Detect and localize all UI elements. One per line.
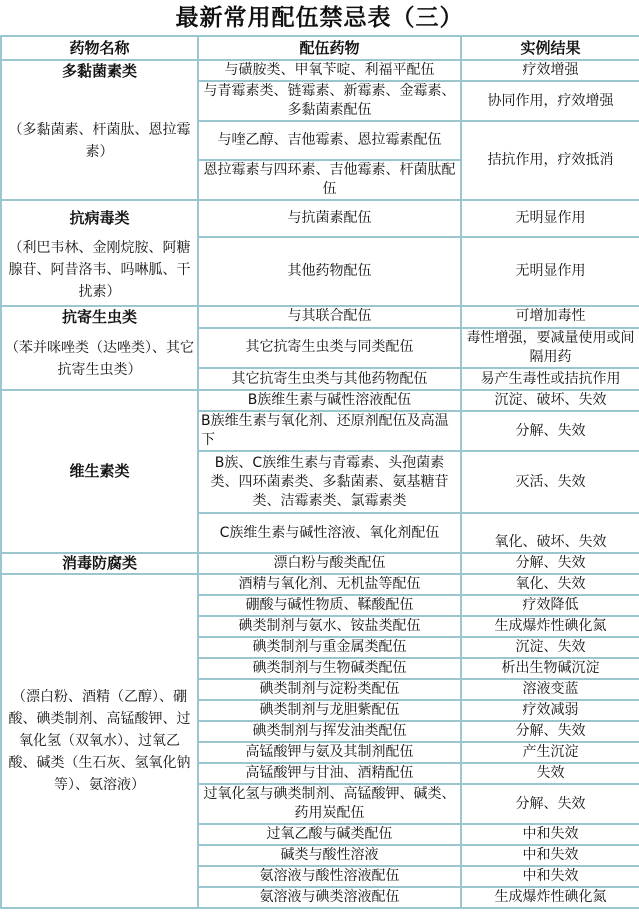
group-cell-vitamin: [1, 390, 198, 553]
table-row: [1, 306, 639, 328]
result-cell: 氧化、失效: [461, 574, 639, 595]
result-cell: 生成爆炸性碘化氮: [461, 616, 639, 637]
result-cell: 氧化、破坏、失效: [461, 513, 639, 553]
result-cell: 可增加毒性: [461, 306, 639, 328]
result-cell: 溶液变蓝: [461, 679, 639, 700]
result-cell: 分解、失效: [461, 721, 639, 742]
combo-cell: 氨溶液与碘类溶液配伍: [198, 887, 461, 908]
combo-cell: 与其联合配伍: [198, 306, 461, 328]
table-row: [1, 60, 639, 81]
result-cell: 分解、失效: [461, 553, 639, 574]
result-cell: 疗效降低: [461, 595, 639, 616]
combo-cell: 高锰酸钾与甘油、酒精配伍: [198, 763, 461, 784]
result-cell: 产生沉淀: [461, 742, 639, 763]
group-cell-polymyxin: [1, 60, 198, 200]
combo-cell: 硼酸与碱性物质、鞣酸配伍: [198, 595, 461, 616]
result-cell: 无明显作用: [461, 200, 639, 237]
group-name: 消毒防腐类: [1, 553, 198, 574]
result-cell: 毒性增强，要减量使用或间隔用药: [461, 328, 639, 369]
result-cell: 失效: [461, 763, 639, 784]
table-row: [1, 200, 639, 237]
result-cell: 析出生物碱沉淀: [461, 658, 639, 679]
combo-cell: 恩拉霉素与四环素、吉他霉素、杆菌肽配伍: [198, 160, 461, 200]
combo-cell: B族维生素与氧化剂、还原剂配伍及高温下: [198, 411, 461, 451]
result-cell: 无明显作用: [461, 237, 639, 306]
combo-cell: 过氧乙酸与碱类配伍: [198, 824, 461, 845]
combo-cell: C族维生素与碱性溶液、氧化剂配伍: [198, 513, 461, 553]
combo-cell: 酒精与氧化剂、无机盐等配伍: [198, 574, 461, 595]
result-cell: 协同作用，疗效增强: [461, 81, 639, 121]
result-cell: 疗效增强: [461, 60, 639, 81]
result-cell: 生成爆炸性碘化氮: [461, 887, 639, 908]
combo-cell: B族、C族维生素与青霉素、头孢菌素类、四环菌素类、多黏菌素、氨基糖苷类、洁霉素类、氯霉素类: [198, 451, 461, 513]
result-cell: 分解、失效: [461, 784, 639, 824]
group-cell-antiparasitic: [1, 306, 198, 390]
group-name: 抗病毒类: [69, 209, 130, 227]
combo-cell: 其它抗寄生虫类与同类配伍: [198, 328, 461, 369]
combo-cell: 高锰酸钾与氨及其制剂配伍: [198, 742, 461, 763]
combo-cell: 碘类制剂与挥发油类配伍: [198, 721, 461, 742]
group-name: 多黏菌素类: [61, 62, 137, 80]
group-cell-antiviral: [1, 200, 198, 306]
combo-cell: 与磺胺类、甲氧苄啶、利福平配伍: [198, 60, 461, 81]
combo-cell: 碘类制剂与淀粉类配伍: [198, 679, 461, 700]
header-drug-name: 药物名称: [1, 36, 198, 60]
header-combined-drug: 配伍药物: [198, 36, 461, 60]
combo-cell: 漂白粉与酸类配伍: [198, 553, 461, 574]
group-name: 维生素类: [69, 462, 130, 480]
page-title: 最新常用配伍禁忌表（三）: [175, 5, 464, 31]
combo-cell: 其它抗寄生虫类与其他药物配伍: [198, 368, 461, 390]
combo-cell: 氨溶液与酸性溶液配伍: [198, 866, 461, 887]
combo-cell: 碘类制剂与氨水、铵盐类配伍: [198, 616, 461, 637]
combo-cell: 过氧化氢与碘类制剂、高锰酸钾、碱类、药用炭配伍: [198, 784, 461, 824]
combo-cell: 其他药物配伍: [198, 237, 461, 306]
combo-cell: 碘类制剂与龙胆紫配伍: [198, 700, 461, 721]
table-row: [1, 574, 639, 595]
result-cell: 易产生毒性或拮抗作用: [461, 368, 639, 390]
table-row: [1, 390, 639, 411]
group-desc: （苯并咪唑类（达唑类）、其它抗寄生虫类）: [5, 339, 194, 378]
result-cell: 分解、失效: [461, 411, 639, 451]
group-desc: （多黏菌素、杆菌肽、恩拉霉素）: [8, 121, 191, 160]
result-cell: 灭活、失效: [461, 451, 639, 513]
table-row: [1, 553, 639, 574]
result-cell: 沉淀、破坏、失效: [461, 390, 639, 411]
combo-cell: 与喹乙醇、吉他霉素、恩拉霉素配伍: [198, 121, 461, 160]
result-cell: 沉淀、失效: [461, 637, 639, 658]
combo-cell: 与抗菌素配伍: [198, 200, 461, 237]
group-name: 抗寄生虫类: [61, 308, 137, 326]
combo-cell: 碘类制剂与重金属类配伍: [198, 637, 461, 658]
header-result: 实例结果: [461, 36, 639, 60]
group-desc: （利巴韦林、金刚烷胺、阿糖腺苷、阿昔洛韦、吗啉胍、干扰素）: [8, 240, 191, 300]
compatibility-table: [0, 35, 639, 909]
combo-cell: 与青霉素类、链霉素、新霉素、金霉素、多黏菌素配伍: [198, 81, 461, 121]
combo-cell: 碘类制剂与生物碱类配伍: [198, 658, 461, 679]
group-desc-disinfectant: （漂白粉、酒精（乙醇）、硼酸、碘类制剂、高锰酸钾、过氧化氢（双氧水）、过氧乙酸、碱类（生石灰、氢氧化钠等）、氨溶液）: [1, 574, 198, 908]
result-cell: 中和失效: [461, 845, 639, 866]
result-cell: 拮抗作用，疗效抵消: [461, 121, 639, 200]
table-header-row: [1, 36, 639, 60]
result-cell: 中和失效: [461, 866, 639, 887]
result-cell: 中和失效: [461, 824, 639, 845]
result-cell: 疗效减弱: [461, 700, 639, 721]
combo-cell: 碱类与酸性溶液: [198, 845, 461, 866]
combo-cell: B族维生素与碱性溶液配伍: [198, 390, 461, 411]
